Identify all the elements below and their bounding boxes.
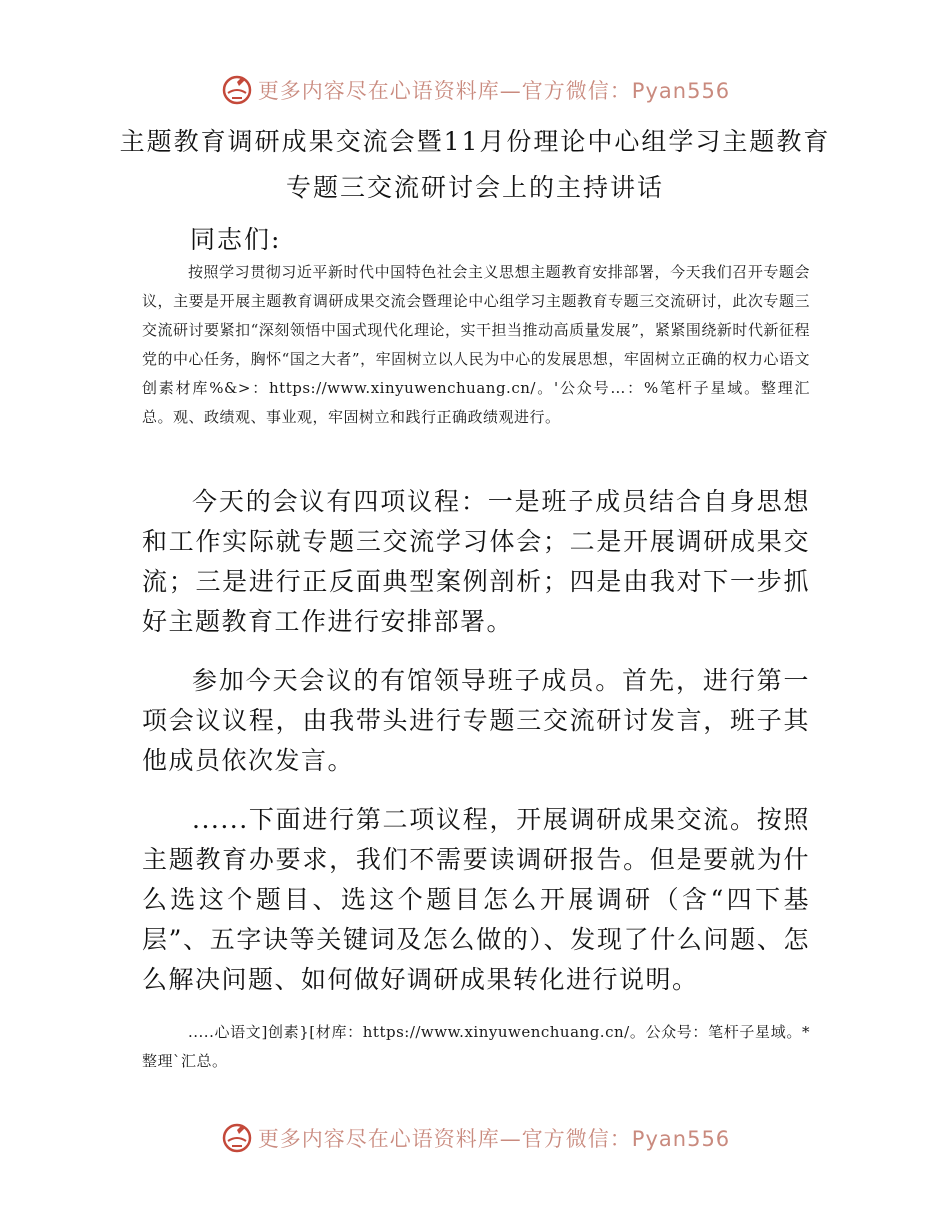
banner-text: 更多内容尽在心语资料库—官方微信：Pyan556 [257, 79, 731, 103]
paragraph-agenda: 今天的会议有四项议程：一是班子成员结合自身思想和工作实际就专题三交流学习体会；二是开展调研成果交流；三是进行正反面典型案例剖析；四是由我对下一步抓好主题教育工作进行安排部署。 [142, 487, 810, 636]
paragraph-footer-note: .....心语文]创素}[材库：https://www.xinyuwenchuang.cn/。公众号：笔杆子星域。*整理`汇总。 [142, 1023, 810, 1070]
banner-text: 更多内容尽在心语资料库—官方微信：Pyan556 [257, 1127, 731, 1151]
paragraph-intro: 按照学习贯彻习近平新时代中国特色社会主义思想主题教育安排部署，今天我们召开专题会议，主要是开展主题教育调研成果交流会暨理论中心组学习主题教育专题三交流研讨，此次专题三交流研讨要紧扣“深刻领悟中国式现代化理论，实干担当推动高质量发展”，紧紧围绕新时代新征程党的中心任务，胸怀“国之大者”，牢固树立以人民为中心的发展思想，牢固树立正确的权力心语文创素材库%&>：https://www.xinyuwenchuang.cn/。'公众号…：%笔杆子星域。整理汇总。观、政绩观、事业观，牢固树立和践行正确政绩观进行。 [142, 263, 810, 426]
greeting: 同志们: [190, 225, 282, 254]
header-watermark-banner [0, 70, 950, 110]
document-title-line-1: 主题教育调研成果交流会暨11月份理论中心组学习主题教育 [119, 127, 831, 156]
document-title-line-2: 专题三交流研讨会上的主持讲话 [285, 173, 664, 202]
paragraph-attendees: 参加今天会议的有馆领导班子成员。首先，进行第一项会议议程，由我带头进行专题三交流研讨发言，班子其他成员依次发言。 [142, 666, 810, 775]
paragraph-second-agenda: ......下面进行第二项议程，开展调研成果交流。按照主题教育办要求，我们不需要读调研报告。但是要就为什么选这个题目、选这个题目怎么开展调研（含“四下基层”、五字诀等关键词及怎么做的）、发现了什么问题、怎么解决问题、如何做好调研成果转化进行说明。 [142, 805, 810, 994]
footer-watermark-banner [0, 1118, 950, 1158]
book-pen-logo-icon [220, 1121, 254, 1155]
book-pen-logo-icon [220, 73, 254, 107]
